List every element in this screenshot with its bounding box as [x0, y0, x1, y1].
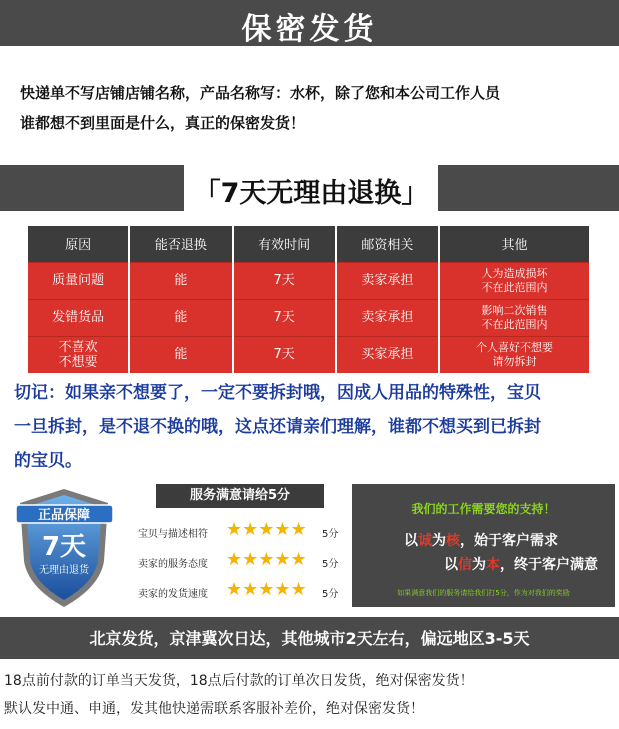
cell-other — [439, 299, 590, 336]
footnote-line-2: 默认发中通、申通，发其他快递需联系客服补差价，绝对保密发货！ — [4, 701, 424, 717]
cell-reason-line-1: 不喜欢 — [58, 339, 98, 355]
cell-other-line-2: 不在此范围内 — [481, 317, 548, 331]
cell-reason — [28, 336, 129, 373]
support-panel — [352, 484, 615, 607]
support-heading: 我们的工作需要您的支持！ — [411, 502, 556, 516]
shipping-banner — [0, 617, 619, 659]
reminder-line-1: 切记：如果亲不想要了，一定不要拆封哦，因成人用品的特殊性，宝贝 — [14, 383, 541, 403]
badge-bottom-text: 无理由退货 — [39, 565, 89, 576]
notice-line-1: 快递单不写店铺店铺名称，产品名称写：水杯，除了您和本公司工作人员 — [20, 84, 501, 102]
reminder-line-3: 的宝贝。 — [14, 451, 82, 471]
cell-other-line-1: 个人喜好不想要 — [475, 340, 553, 354]
cell-period: 7天 — [233, 336, 336, 373]
cell-reason: 质量问题 — [28, 262, 129, 299]
table-row — [28, 299, 590, 336]
cell-period: 7天 — [233, 299, 336, 336]
support-highlight: 核 — [446, 533, 460, 549]
support-text: 为 — [432, 533, 446, 549]
page-title: 保密发货 — [241, 12, 378, 47]
shipping-text: 北京发货，京津冀次日达，其他城市2天左右，偏远地区3-5天 — [89, 629, 530, 648]
shipping-footnote — [4, 667, 616, 723]
cell-returnable: 能 — [129, 262, 232, 299]
rating-score: 5分 — [322, 529, 339, 540]
cell-postage: 买家承担 — [336, 336, 439, 373]
cell-postage: 卖家承担 — [336, 262, 439, 299]
cell-other-line-1: 影响二次销售 — [481, 303, 548, 317]
support-footer: 如果满意我们的服务请给我们打5分，作为对我们的奖励 — [397, 589, 570, 597]
rating-score: 5分 — [322, 559, 339, 570]
table-header-row — [28, 226, 590, 262]
support-text: 为 — [472, 557, 486, 573]
support-text: ，始于客户需求 — [460, 533, 558, 549]
support-highlight: 信 — [458, 557, 472, 573]
shield-icon — [12, 483, 117, 613]
notice-line-2: 谁都想不到里面是什么，真正的保密发货！ — [20, 114, 306, 132]
cell-postage: 卖家承担 — [336, 299, 439, 336]
return-banner-title: 「7天无理由退换」 — [193, 178, 429, 209]
privacy-notice — [20, 78, 610, 138]
header-period: 有效时间 — [233, 226, 336, 262]
footnote-line-1: 18点前付款的订单当天发货，18点后付款的订单次日发货，绝对保密发货！ — [4, 673, 474, 689]
star-icon: ★★★★★ — [226, 519, 307, 540]
top-banner — [0, 0, 619, 46]
rating-label: 卖家的服务态度 — [138, 559, 208, 570]
table-row — [28, 262, 590, 299]
reminder-line-2: 一旦拆封，是不退不换的哦，这点还请亲们理解，谁都不想买到已拆封 — [14, 417, 541, 437]
rating-row — [132, 578, 342, 604]
support-highlight: 本 — [486, 557, 500, 573]
star-icon: ★★★★★ — [226, 579, 307, 600]
unpack-reminder — [14, 376, 614, 478]
badge-mid-text: 7天 — [41, 532, 87, 562]
header-postage: 邮资相关 — [336, 226, 439, 262]
header-returnable: 能否退换 — [129, 226, 232, 262]
header-other: 其他 — [439, 226, 590, 262]
rating-score: 5分 — [322, 589, 339, 600]
cell-period: 7天 — [233, 262, 336, 299]
cell-reason-line-2: 不想要 — [58, 354, 98, 370]
guarantee-badge-icon — [12, 483, 117, 613]
support-highlight: 诚 — [418, 533, 432, 549]
rating-row — [132, 518, 342, 544]
rating-label: 卖家的发货速度 — [138, 589, 208, 600]
rating-row — [132, 548, 342, 574]
return-policy-table — [28, 226, 591, 373]
cell-other — [439, 262, 590, 299]
cell-other-line-2: 不在此范围内 — [481, 280, 548, 294]
table-row — [28, 336, 590, 373]
rating-label: 宝贝与描述相符 — [138, 529, 208, 540]
service-rating-title: 服务满意请给5分 — [156, 484, 324, 508]
support-text: ，终于客户满意 — [500, 557, 598, 573]
return-banner — [0, 165, 619, 211]
cell-returnable: 能 — [129, 299, 232, 336]
star-icon: ★★★★★ — [226, 549, 307, 570]
return-banner-label — [180, 165, 442, 211]
support-text: 以 — [444, 557, 458, 573]
support-text: 以 — [404, 533, 418, 549]
cell-other-line-2: 请勿拆封 — [492, 354, 537, 368]
cell-other — [439, 336, 590, 373]
cell-returnable: 能 — [129, 336, 232, 373]
badge-top-text: 正品保障 — [37, 508, 91, 523]
support-line-1 — [404, 530, 558, 550]
cell-reason: 发错货品 — [28, 299, 129, 336]
service-rating-panel — [132, 484, 342, 612]
cell-other-line-1: 人为造成损坏 — [481, 266, 548, 280]
header-reason: 原因 — [28, 226, 129, 262]
support-line-2 — [444, 554, 598, 574]
